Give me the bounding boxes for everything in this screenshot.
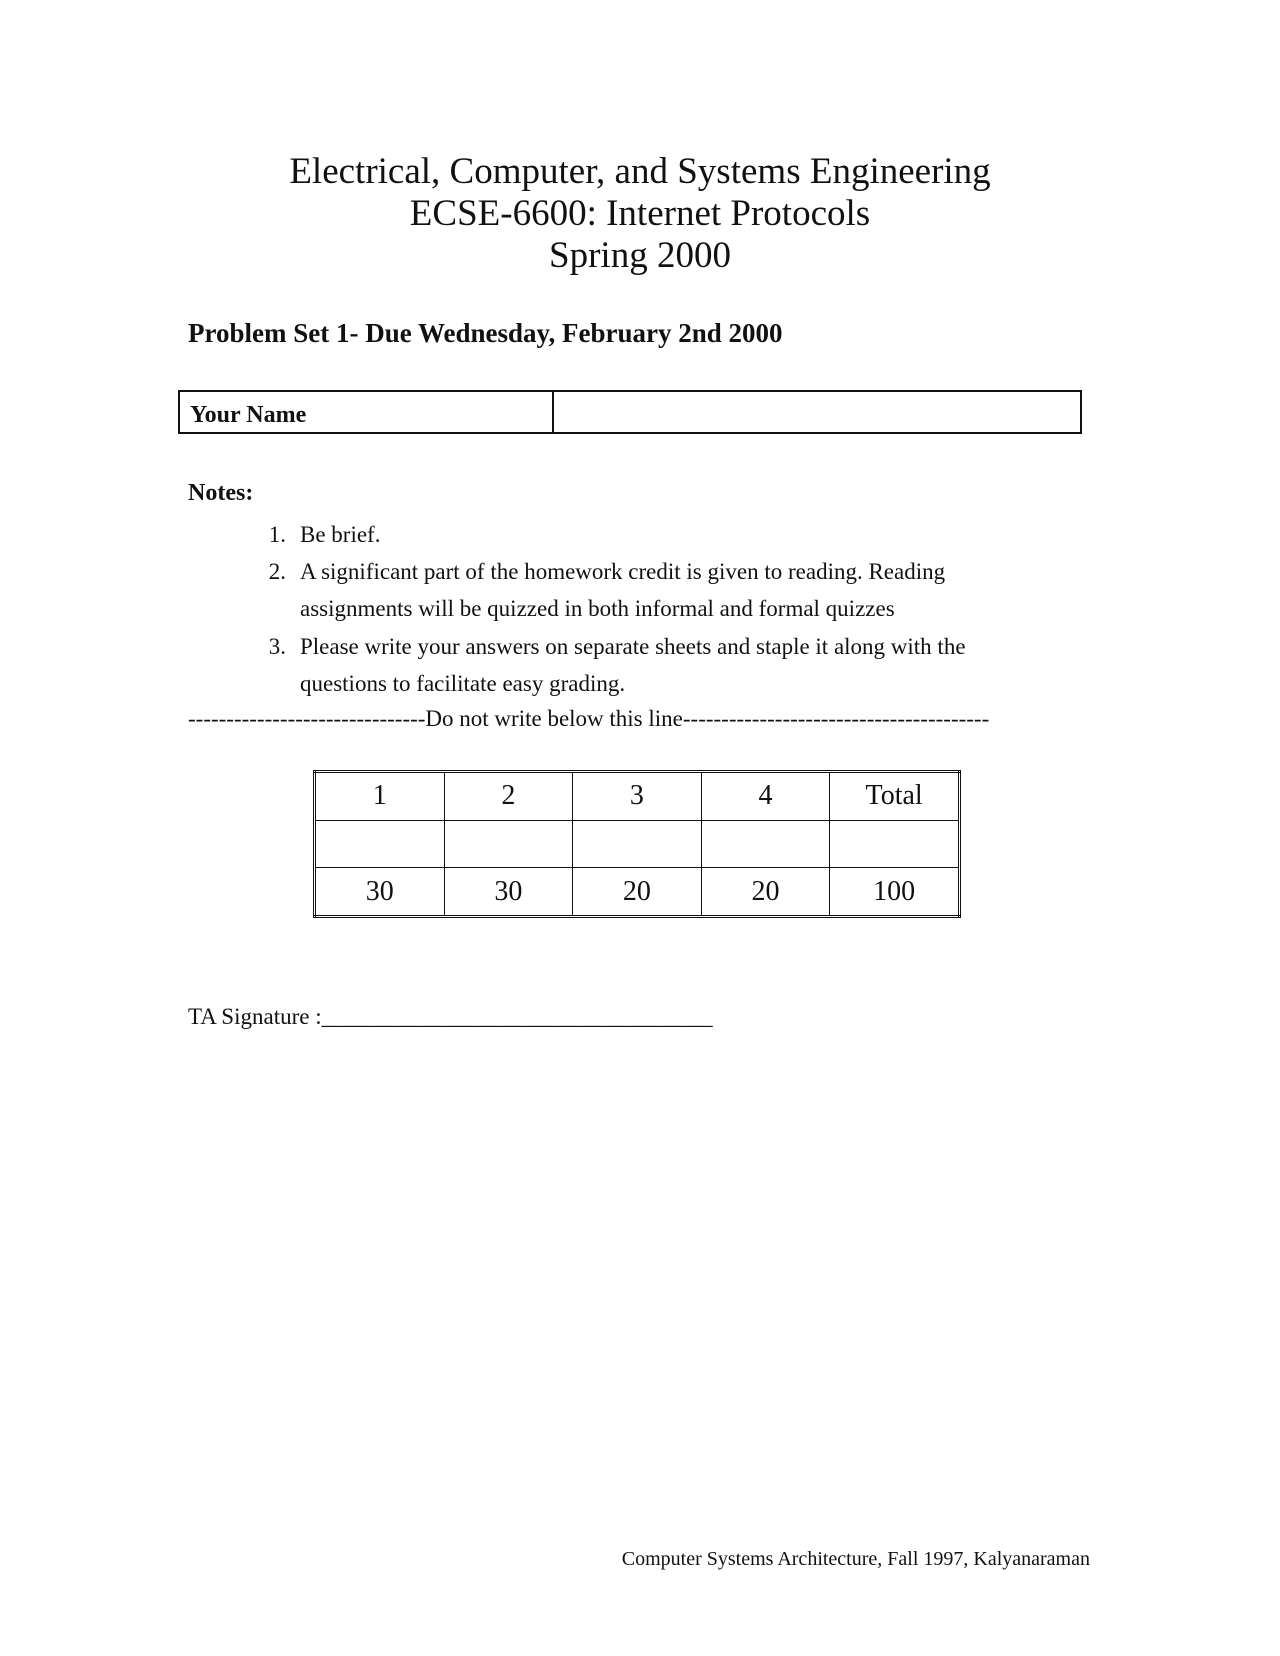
page-footer: Computer Systems Architecture, Fall 1997, Kalyanaraman (621, 1548, 1090, 1570)
note-text: Be brief. (300, 522, 381, 547)
note-item (262, 553, 1042, 627)
term-title: Spring 2000 (549, 235, 731, 276)
total-header: Total (830, 772, 960, 821)
max-total-cell: 100 (830, 868, 960, 917)
question-header: 3 (573, 772, 702, 821)
max-points-cell: 20 (573, 868, 702, 917)
question-header: 4 (701, 772, 830, 821)
score-cell[interactable] (444, 820, 573, 868)
note-number: 3. (268, 634, 286, 659)
do-not-write-divider: -------------------------------Do not write below this line---------------------------------------- (188, 706, 990, 731)
score-cell[interactable] (701, 820, 830, 868)
note-item (262, 628, 1042, 702)
note-text: A significant part of the homework credit is given to reading. Reading assignments will be quizzed in both informal and formal quizzes (300, 559, 946, 621)
max-points-cell: 30 (315, 868, 445, 917)
name-label: Your Name (180, 392, 554, 432)
max-points-row (315, 868, 960, 917)
problem-set-heading: Problem Set 1- Due Wednesday, February 2nd 2000 (188, 318, 783, 348)
note-item (262, 516, 1042, 553)
note-text: Please write your answers on separate sheets and staple it along with the questions to facilitate easy grading. (300, 634, 966, 696)
question-header: 2 (444, 772, 573, 821)
notes-label: Notes: (188, 480, 254, 506)
question-header: 1 (315, 772, 445, 821)
total-score-cell[interactable] (830, 820, 960, 868)
note-number: 1. (268, 522, 286, 547)
name-field[interactable] (554, 392, 1080, 432)
name-table (178, 390, 1082, 434)
score-cell[interactable] (573, 820, 702, 868)
score-cell[interactable] (315, 820, 445, 868)
ta-signature-line: TA Signature :__________________________________ (188, 1004, 713, 1029)
score-entry-row (315, 820, 960, 868)
note-number: 2. (268, 559, 286, 584)
score-header-row (315, 772, 960, 821)
department-title: Electrical, Computer, and Systems Engineering (289, 151, 991, 192)
max-points-cell: 30 (444, 868, 573, 917)
max-points-cell: 20 (701, 868, 830, 917)
course-title: ECSE-6600: Internet Protocols (409, 193, 871, 234)
score-table (313, 770, 961, 918)
